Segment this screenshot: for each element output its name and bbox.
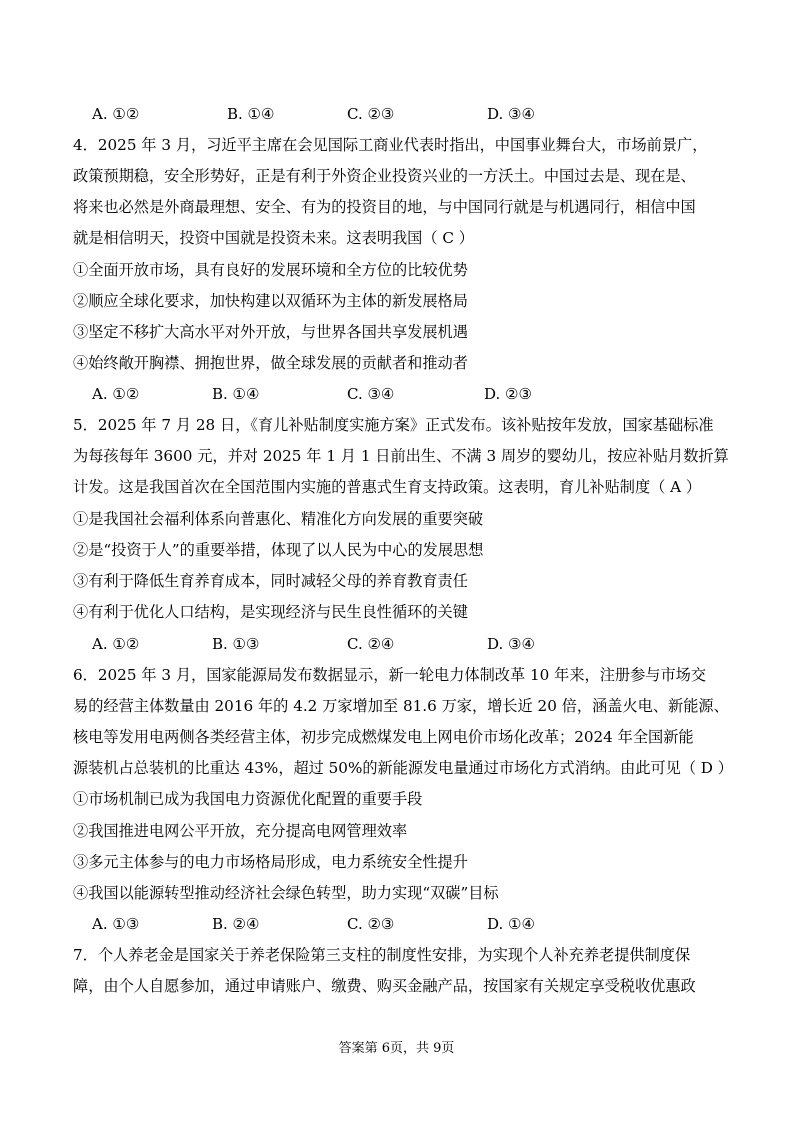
q4-stem-line: 4．2025 年 3 月，习近平主席在会见国际工商业代表时指出，中国事业舞台大，市场前景广， — [73, 136, 708, 154]
q6-statement: ③多元主体参与的电力市场格局形成，电力系统安全性提升 — [73, 853, 468, 871]
page-footer: 答案第 6页，共 9页 — [338, 1041, 455, 1056]
option-b: B. ①④ — [227, 105, 275, 123]
q4-statement: ①全面开放市场，具有良好的发展环境和全方位的比较优势 — [73, 261, 468, 279]
q7-stem-line: 障，由个人自愿参加，通过申请账户、缴费、购买金融产品，按国家有关规定享受税收优惠政 — [73, 977, 696, 995]
option-a: A. ①② — [92, 385, 140, 403]
option-d: D. ③④ — [487, 635, 535, 653]
option-b: B. ②④ — [212, 915, 260, 933]
q6-stem-line: 核电等发用电两侧各类经营主体，初步完成燃煤发电上网电价市场化改革；2024 年全国新能 — [73, 728, 694, 746]
q5-stem-line: 为每孩每年 3600 元，并对 2025 年 1 月 1 日前出生、不满 3 周岁的婴幼儿，按应补贴月数折算 — [73, 447, 729, 465]
q6-stem-line: 源装机占总装机的比重达 43%，超过 50%的新能源发电量通过市场化方式消纳。由此可见（ D ） — [73, 759, 733, 777]
option-d: D. ③④ — [487, 105, 535, 123]
q5-statement: ③有利于降低生育养育成本，同时减轻父母的养育教育责任 — [73, 572, 468, 590]
q6-stem-line: 易的经营主体数量由 2016 年的 4.2 万家增加至 81.6 万家，增长近 20 倍，涵盖火电、新能源、 — [73, 697, 729, 715]
q4-stem-line: 就是相信明天，投资中国就是投资未来。这表明我国（ C ） — [73, 229, 474, 247]
option-a: A. ①② — [92, 105, 140, 123]
option-a: A. ①③ — [92, 915, 140, 933]
q6-statement: ②我国推进电网公平开放，充分提高电网管理效率 — [73, 822, 408, 840]
q5-statement: ②是“投资于人”的重要举措，体现了以人民为中心的发展思想 — [73, 541, 484, 559]
option-d: D. ②③ — [484, 385, 532, 403]
option-c: C. ③④ — [347, 385, 395, 403]
q4-stem-line: 将来也必然是外商最理想、安全、有为的投资目的地，与中国同行就是与机遇同行，相信中国 — [73, 198, 696, 216]
q4-statement: ③坚定不移扩大高水平对外开放，与世界各国共享发展机遇 — [73, 323, 468, 341]
option-c: C. ②③ — [347, 105, 395, 123]
option-c: C. ②③ — [347, 915, 395, 933]
q5-stem-line: 计发。这是我国首次在全国范围内实施的普惠式生育支持政策。这表明，育儿补贴制度（ A ） — [73, 478, 702, 496]
option-a: A. ①② — [92, 635, 140, 653]
q5-statement: ④有利于优化人口结构，是实现经济与民生良性循环的关键 — [73, 603, 468, 621]
option-d: D. ①④ — [487, 915, 535, 933]
q4-statement: ②顺应全球化要求，加快构建以双循环为主体的新发展格局 — [73, 292, 468, 310]
option-b: B. ①④ — [212, 385, 260, 403]
q4-stem-line: 政策预期稳，安全形势好，正是有利于外资企业投资兴业的一方沃土。中国过去是、现在是、 — [73, 167, 696, 185]
option-c: C. ②④ — [347, 635, 395, 653]
q7-stem-line: 7．个人养老金是国家关于养老保险第三支柱的制度性安排，为实现个人补充养老提供制度保 — [73, 946, 691, 964]
q6-stem-line: 6．2025 年 3 月，国家能源局发布数据显示，新一轮电力体制改革 10 年来，注册参与市场交 — [73, 666, 707, 684]
option-b: B. ①③ — [212, 635, 260, 653]
q5-stem-line: 5．2025 年 7 月 28 日，《育儿补贴制度实施方案》正式发布。该补贴按年发放，国家基础标准 — [73, 416, 714, 434]
q6-statement: ④我国以能源转型推动经济社会绿色转型，助力实现“双碳”目标 — [73, 884, 499, 902]
q5-statement: ①是我国社会福利体系向普惠化、精准化方向发展的重要突破 — [73, 510, 484, 528]
q4-statement: ④始终敞开胸襟、拥抱世界，做全球发展的贡献者和推动者 — [73, 354, 468, 372]
q6-statement: ①市场机制已成为我国电力资源优化配置的重要手段 — [73, 790, 423, 808]
